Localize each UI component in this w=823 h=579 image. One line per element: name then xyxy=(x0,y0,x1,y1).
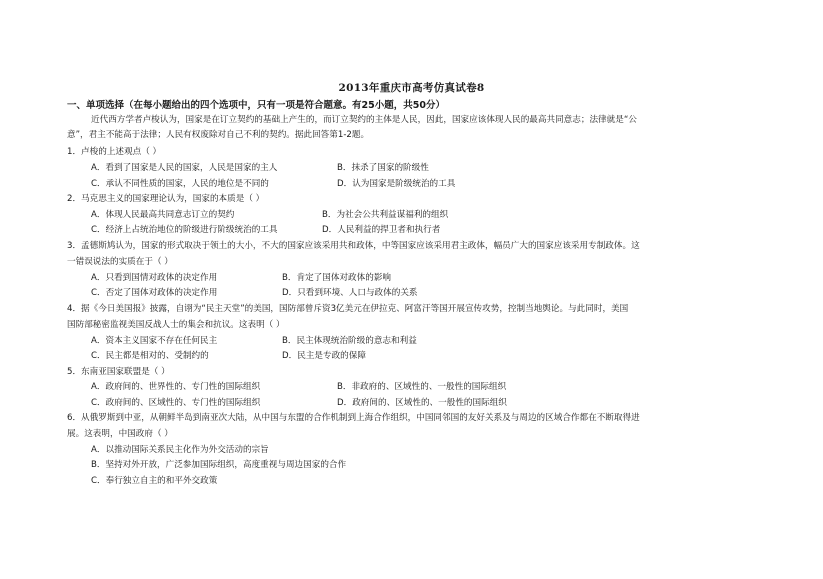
option-b: B．为社会公共利益谋福利的组织 xyxy=(322,210,449,220)
section-heading: 一、单项选择（在每小题给出的四个选项中，只有一项是符合题意。有25小题，共50分） xyxy=(67,100,445,111)
option-a: A．政府间的、世界性的、专门性的国际组织 xyxy=(91,382,261,392)
intro-line: 意”，君主不能高于法律；人民有权废除对自己不利的契约。据此回答第1-2题。 xyxy=(67,130,370,140)
option-b: B．肯定了国体对政体的影响 xyxy=(282,273,392,283)
option-c: C．承认不同性质的国家，人民的地位是不同的 xyxy=(91,179,269,189)
option-d: D．政府间的、区域性的、一般性的国际组织 xyxy=(337,398,507,408)
option-b: B．坚持对外开放，广泛参加国际组织，高度重视与周边国家的合作 xyxy=(91,460,347,470)
option-c: C．否定了国体对政体的决定作用 xyxy=(91,288,218,298)
option-d: D．民主是专政的保障 xyxy=(282,351,366,361)
option-c: C．政府间的、区域性的、专门性的国际组织 xyxy=(91,398,261,408)
option-d: D．人民利益的捍卫者和执行者 xyxy=(322,225,441,235)
intro-line: 近代西方学者卢梭认为，国家是在订立契约的基础上产生的，而订立契约的主体是人民，因此，国家应该体现人民的最高共同意志；法律就是“公 xyxy=(91,115,637,125)
question-stem: 6．从俄罗斯到中亚，从朝鲜半岛到南亚次大陆，从中国与东盟的合作机制到上海合作组织，中国同邻国的友好关系及与周边的区域合作都在不断取得进 xyxy=(67,413,640,423)
option-d: D．认为国家是阶级统治的工具 xyxy=(337,179,456,189)
option-d: D．只看到环境、人口与政体的关系 xyxy=(282,288,418,298)
option-b: B．民主体现统治阶级的意志和利益 xyxy=(282,336,417,346)
option-a: A．只看到国情对政体的决定作用 xyxy=(91,273,218,283)
option-a: A．看到了国家是人民的国家，人民是国家的主人 xyxy=(91,163,278,173)
exam-title: 2013年重庆市高考仿真试卷8 xyxy=(338,82,485,94)
question-stem: 国防部秘密监视美国反战人士的集会和抗议。这表明（ ） xyxy=(67,320,285,330)
option-a: A．体现人民最高共同意志订立的契约 xyxy=(91,210,235,220)
question-stem: 4．据《今日美国报》披露，自诩为“民主天堂”的美国，国防部曾斥资3亿美元在伊拉克、阿富汗等国开展宣传攻势，控制当地舆论。与此同时，美国 xyxy=(67,304,629,314)
option-c: C．奉行独立自主的和平外交政策 xyxy=(91,476,218,486)
option-a: A．资本主义国家不存在任何民主 xyxy=(91,336,218,346)
option-a: A．以推动国际关系民主化作为外交活动的宗旨 xyxy=(91,445,269,455)
question-stem: 一错误说法的实质在于（ ） xyxy=(67,257,173,267)
question-stem: 展。这表明，中国政府（ ） xyxy=(67,429,173,439)
option-b: B．非政府的、区域性的、一般性的国际组织 xyxy=(337,382,507,392)
option-c: C．经济上占统治地位的阶级进行阶级统治的工具 xyxy=(91,225,278,235)
question-stem: 5．东南亚国家联盟是（ ） xyxy=(67,367,170,377)
question-stem: 3．孟德斯鸠认为，国家的形式取决于领土的大小，不大的国家应该采用共和政体，中等国家应该采用君主政体，幅员广大的国家应该采用专制政体。这 xyxy=(67,241,640,251)
option-b: B．抹杀了国家的阶级性 xyxy=(337,163,429,173)
question-stem: 1．卢梭的上述观点（ ） xyxy=(67,147,162,157)
question-stem: 2．马克思主义的国家理论认为，国家的本质是（ ） xyxy=(67,194,265,204)
option-c: C．民主都是相对的、受制约的 xyxy=(91,351,209,361)
